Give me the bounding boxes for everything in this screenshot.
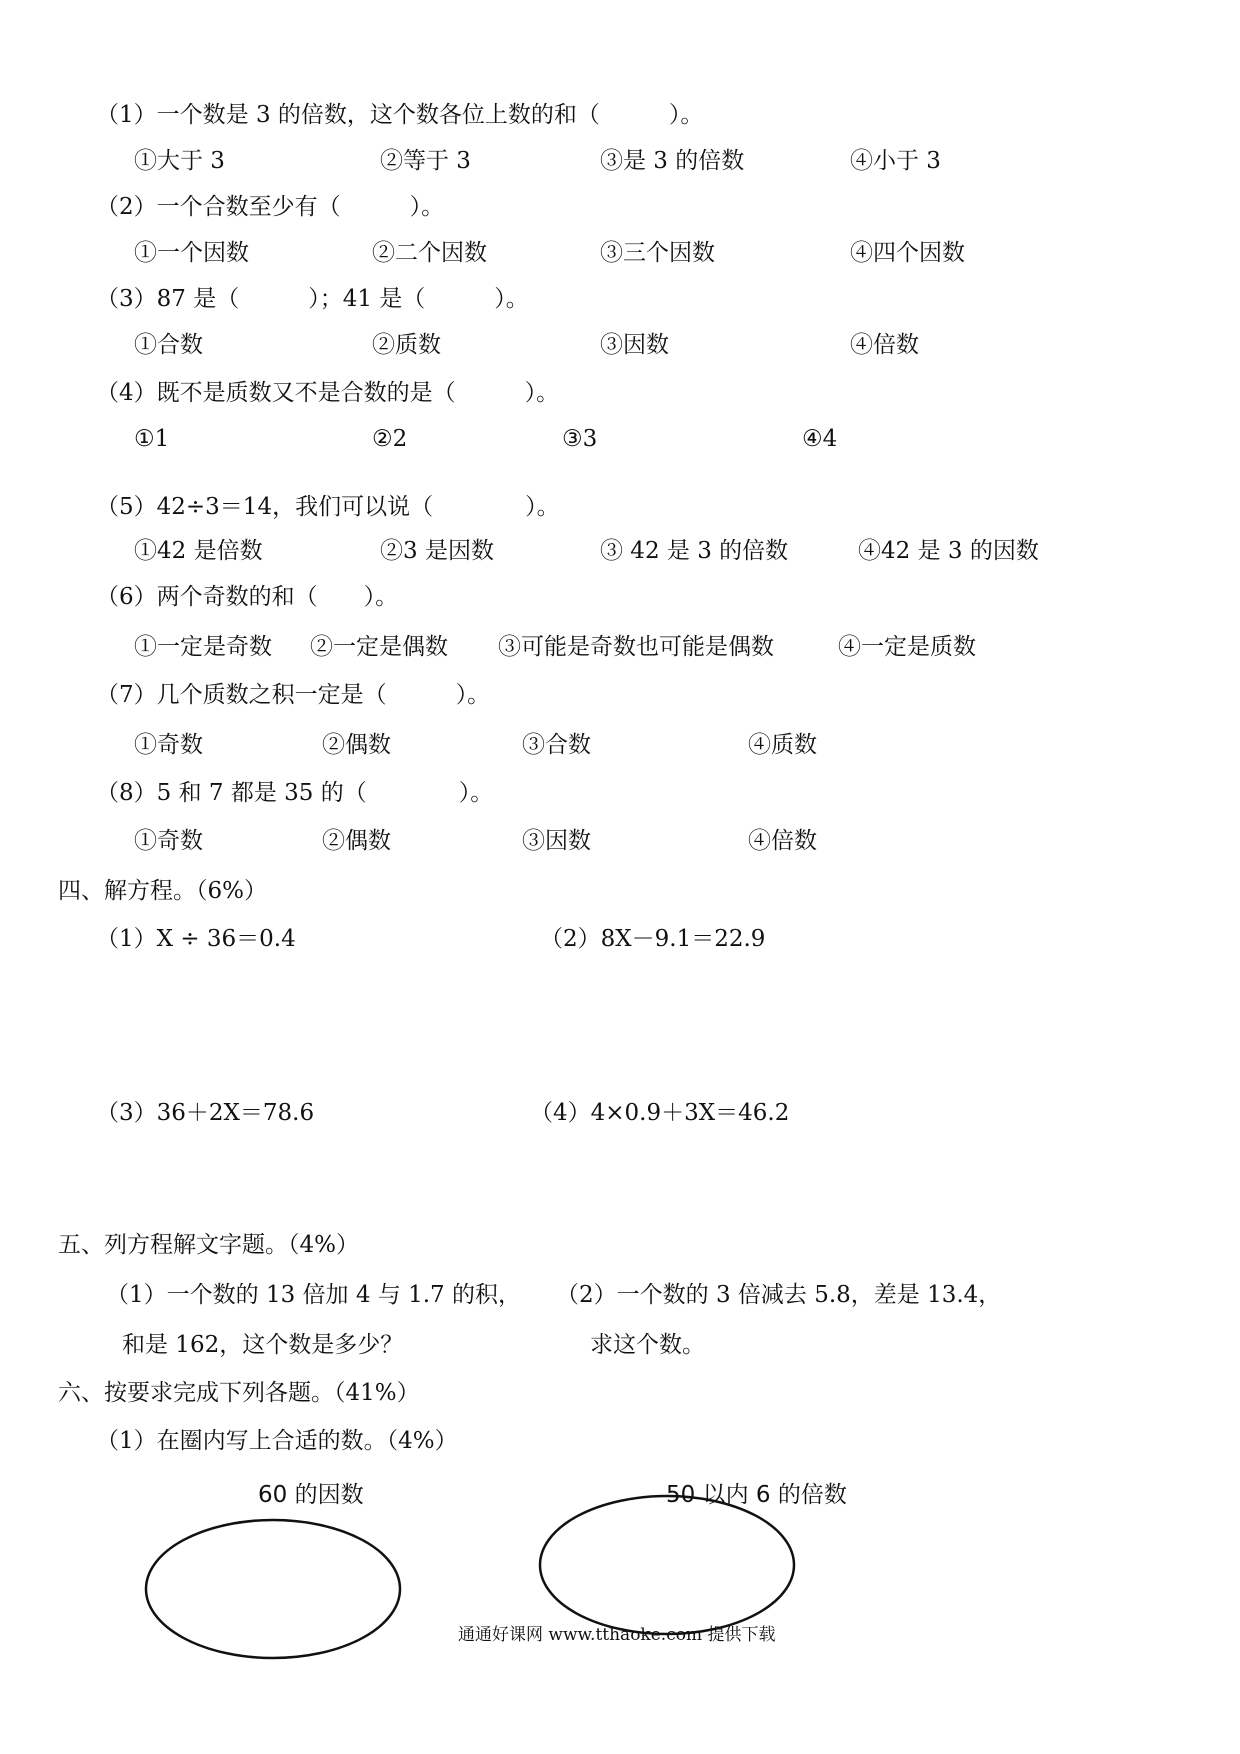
question-2-option-2: ②二个因数 — [372, 240, 487, 266]
question-6-option-1: ①一定是奇数 — [134, 634, 272, 660]
question-8-option-4: ④倍数 — [748, 828, 817, 854]
question-2-stem: （2）一个合数至少有（ ）。 — [96, 194, 445, 220]
question-8-option-1: ①奇数 — [134, 828, 203, 854]
question-1-option-3: ③是 3 的倍数 — [600, 148, 745, 174]
question-5-option-1: ①42 是倍数 — [134, 538, 263, 564]
question-6-option-3: ③可能是奇数也可能是偶数 — [498, 634, 774, 660]
question-3-option-1: ①合数 — [134, 332, 203, 358]
question-5-option-2: ②3 是因数 — [380, 538, 494, 564]
question-2-option-3: ③三个因数 — [600, 240, 715, 266]
word-problem-1-line-2: 和是 162，这个数是多少？ — [122, 1332, 404, 1358]
footer-watermark: 通通好课网 www.tthaoke.com 提供下载 — [458, 1625, 776, 1645]
question-1-stem: （1）一个数是 3 的倍数，这个数各位上数的和（ ）。 — [96, 102, 704, 128]
question-1-option-2: ②等于 3 — [380, 148, 471, 174]
section-6-subquestion-1: （1）在圈内写上合适的数。（4%） — [96, 1428, 458, 1454]
question-4-option-3: ③3 — [562, 426, 598, 452]
word-problem-2-line-2: 求这个数。 — [590, 1332, 705, 1358]
question-7-stem: （7）几个质数之积一定是（ ）。 — [96, 682, 491, 708]
question-1-option-4: ④小于 3 — [850, 148, 941, 174]
question-3-option-3: ③因数 — [600, 332, 669, 358]
question-5-stem: （5）42÷3＝14，我们可以说（ ）。 — [96, 494, 560, 520]
circle-1-label: 60 的因数 — [258, 1482, 364, 1508]
question-4-stem: （4）既不是质数又不是合数的是（ ）。 — [96, 380, 560, 406]
question-3-option-2: ②质数 — [372, 332, 441, 358]
word-problem-1-line-1: （1）一个数的 13 倍加 4 与 1.7 的积， — [106, 1282, 521, 1308]
question-8-option-2: ②偶数 — [322, 828, 391, 854]
question-3-stem: （3）87 是（ ）；41 是（ ）。 — [96, 286, 529, 312]
section-5-heading: 五、列方程解文字题。（4%） — [58, 1232, 359, 1258]
question-7-option-2: ②偶数 — [322, 732, 391, 758]
question-5-option-4: ④42 是 3 的因数 — [858, 538, 1039, 564]
equation-1: （1）X ÷ 36＝0.4 — [96, 926, 296, 952]
section-4-heading: 四、解方程。（6%） — [58, 878, 267, 904]
word-problem-2-line-1: （2）一个数的 3 倍减去 5.8，差是 13.4， — [556, 1282, 1002, 1308]
question-2-option-4: ④四个因数 — [850, 240, 965, 266]
question-3-option-4: ④倍数 — [850, 332, 919, 358]
question-4-option-1: ①1 — [134, 426, 170, 452]
circle-2-label: 50 以内 6 的倍数 — [666, 1482, 847, 1508]
equation-3: （3）36＋2X＝78.6 — [96, 1100, 315, 1126]
section-6-heading: 六、按要求完成下列各题。（41%） — [58, 1380, 420, 1406]
question-6-option-2: ②一定是偶数 — [310, 634, 448, 660]
question-7-option-3: ③合数 — [522, 732, 591, 758]
question-5-option-3: ③ 42 是 3 的倍数 — [600, 538, 789, 564]
question-6-option-4: ④一定是质数 — [838, 634, 976, 660]
equation-4: （4）4×0.9＋3X＝46.2 — [530, 1100, 790, 1126]
equation-2: （2）8X－9.1＝22.9 — [540, 926, 766, 952]
question-1-option-1: ①大于 3 — [134, 148, 225, 174]
question-6-stem: （6）两个奇数的和（ ）。 — [96, 584, 399, 610]
question-2-option-1: ①一个因数 — [134, 240, 249, 266]
question-8-stem: （8）5 和 7 都是 35 的（ ）。 — [96, 780, 494, 806]
question-7-option-1: ①奇数 — [134, 732, 203, 758]
question-8-option-3: ③因数 — [522, 828, 591, 854]
factors-of-60-oval — [142, 1516, 404, 1662]
question-7-option-4: ④质数 — [748, 732, 817, 758]
question-4-option-2: ②2 — [372, 426, 408, 452]
multiples-of-6-oval — [536, 1492, 798, 1638]
question-4-option-4: ④4 — [802, 426, 838, 452]
